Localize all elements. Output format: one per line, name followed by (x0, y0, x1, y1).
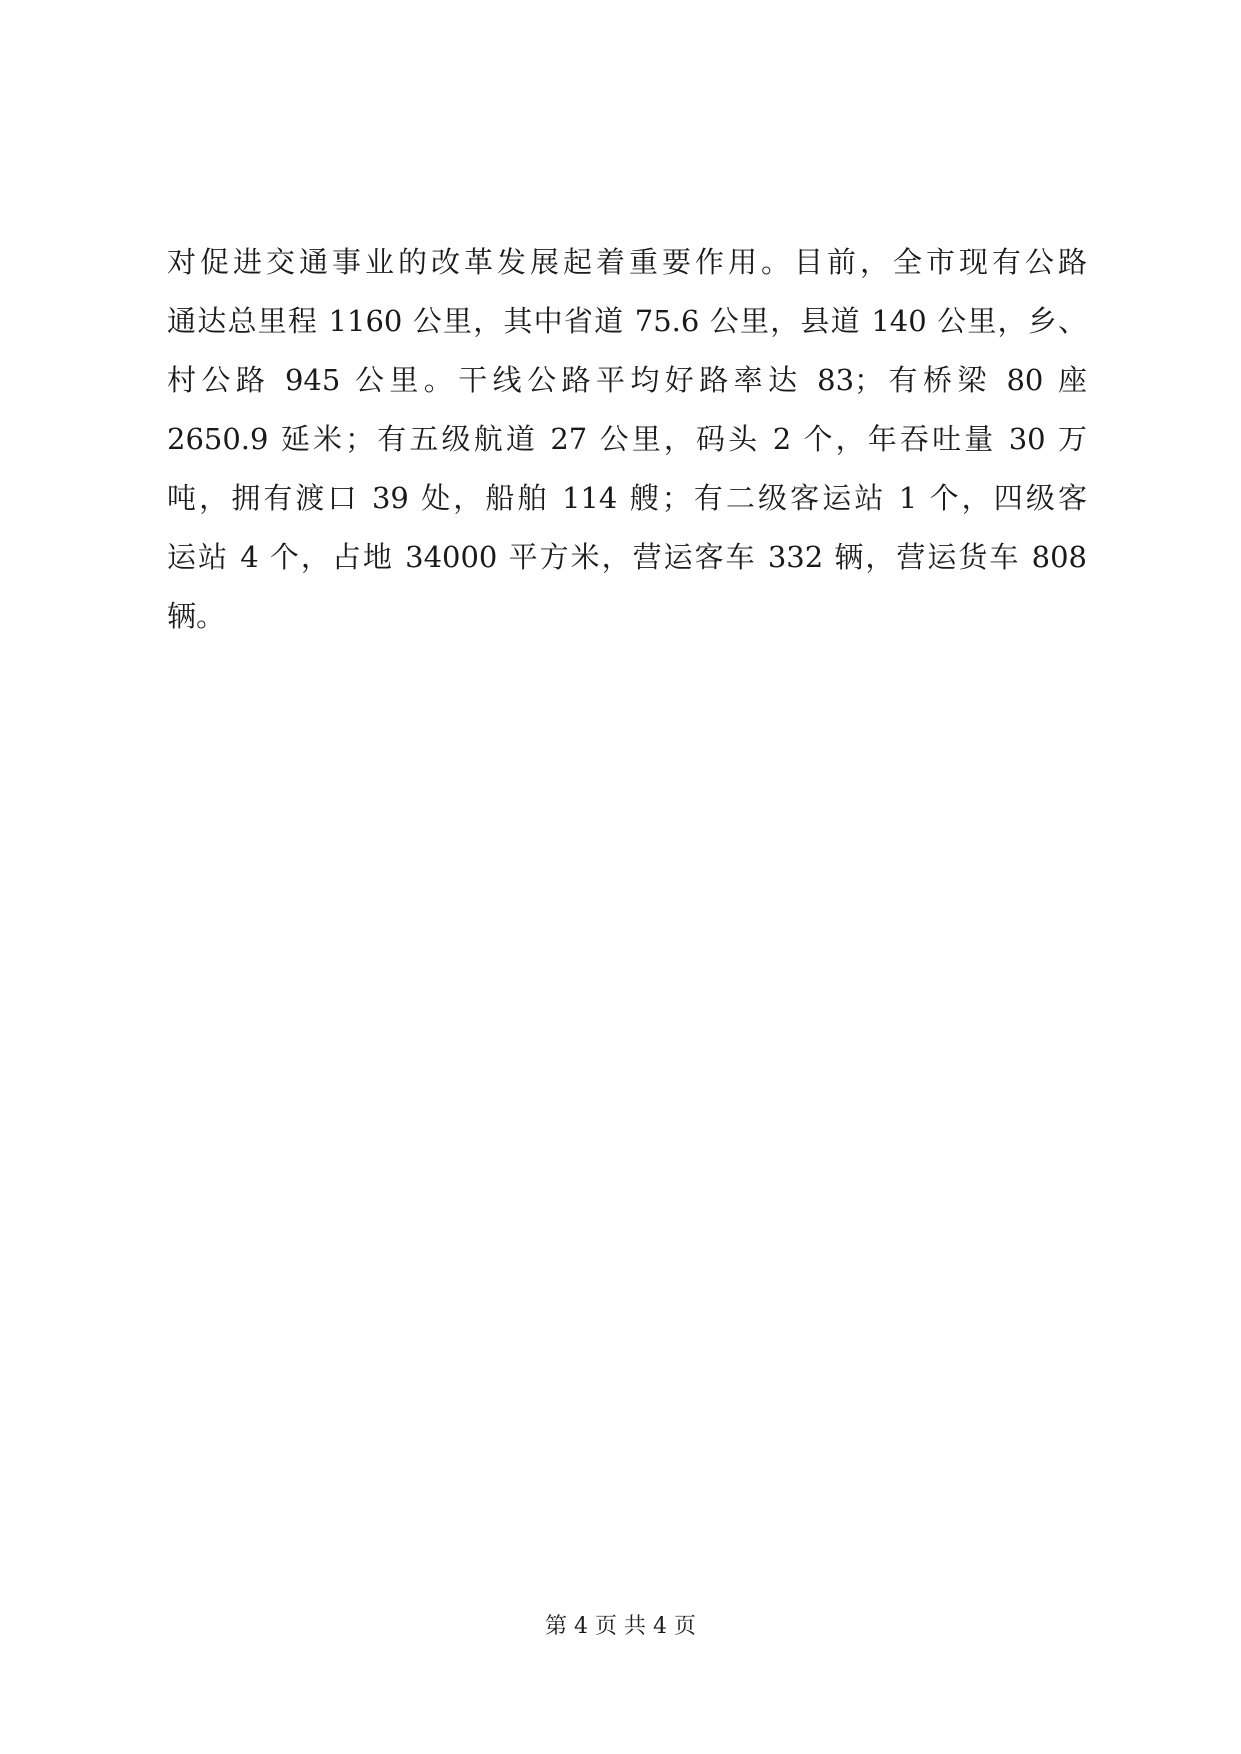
paragraph-line: 对促进交通事业的改革发展起着重要作用。目前，全市现有公路 (167, 245, 1087, 279)
body-paragraph (167, 233, 1087, 646)
page-number-footer: 第 4 页 共 4 页 (545, 1614, 696, 1639)
paragraph-line: 辆。 (167, 599, 226, 633)
paragraph-line: 村公路 945 公里。干线公路平均好路率达 83；有桥梁 80 座 (167, 363, 1087, 397)
paragraph-line: 2650.9 延米；有五级航道 27 公里，码头 2 个，年吞吐量 30 万 (167, 422, 1087, 456)
paragraph-line: 吨，拥有渡口 39 处，船舶 114 艘；有二级客运站 1 个，四级客 (167, 481, 1087, 515)
paragraph-line: 通达总里程 1160 公里，其中省道 75.6 公里，县道 140 公里，乡、 (167, 304, 1087, 338)
paragraph-line: 运站 4 个，占地 34000 平方米，营运客车 332 辆，营运货车 808 (167, 540, 1087, 574)
